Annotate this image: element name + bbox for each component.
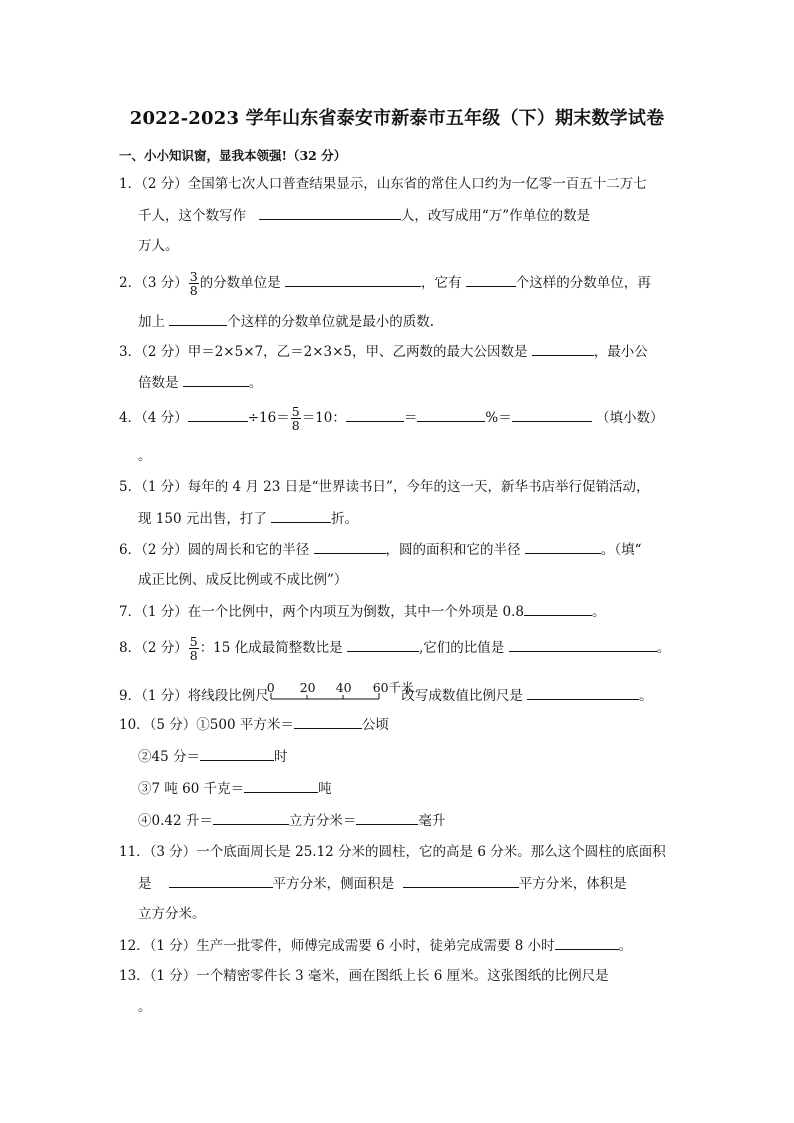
scale-tick-label: 60千米	[372, 680, 414, 695]
scale-tick-label: 20	[299, 680, 316, 695]
answer-blank[interactable]	[347, 637, 419, 652]
question-1-line-1: 1．（2 分）全国第七次人口普查结果显示，山东省的常住人口约为一亿零一百五十二万七	[119, 176, 647, 192]
question-5-line-1: 5．（1 分）每年的 4 月 23 日是“世界读书日”，今年的这一天，新华书店举行促销活动，	[119, 479, 650, 495]
question-4-line-2: 。	[138, 448, 152, 464]
question-2-line-2: 加上 个这样的分数单位就是最小的质数.	[138, 311, 434, 332]
answer-blank[interactable]	[259, 205, 401, 220]
answer-blank[interactable]	[169, 311, 227, 326]
question-5-line-2: 现 150 元出售，打了 折。	[138, 508, 358, 529]
question-12: 12．（1 分）生产一批零件，师傅完成需要 6 小时，徒弟完成需要 8 小时 。	[119, 935, 632, 956]
answer-blank[interactable]	[244, 778, 318, 793]
section-heading: 一、小小知识窗，显我本领强!（32 分）	[119, 148, 347, 163]
answer-blank[interactable]	[285, 272, 421, 287]
fraction: $\frac{3}{8}$	[189, 269, 198, 298]
answer-blank[interactable]	[271, 508, 331, 523]
question-6-line-2: 成正比例、成反比例或不成比例”）	[138, 572, 348, 588]
question-13-line-2: 。	[138, 999, 152, 1015]
answer-blank[interactable]	[527, 685, 639, 700]
scale-tick-label: 40	[335, 680, 352, 695]
question-2-line-1: 2．（3 分） $\frac{3}{8}$ 的分数单位是 ，它有 个这样的分数单位，再	[119, 269, 651, 298]
answer-blank[interactable]	[466, 272, 516, 287]
answer-blank[interactable]	[403, 873, 519, 888]
line-scale-bar	[266, 680, 414, 706]
question-11-line-1: 11．（3 分）一个底面周长是 25.12 分米的圆柱，它的高是 6 分米。那么这个圆柱的底面积	[119, 844, 666, 860]
answer-blank[interactable]	[509, 637, 657, 652]
question-10-part-1: 10．（5 分）①500 平方米＝ 公顷	[119, 714, 389, 735]
question-1-line-2: 千人，这个数写作 人，改写成用“万”作单位的数是	[138, 205, 590, 226]
answer-blank[interactable]	[525, 539, 601, 554]
question-10-part-3: ③7 吨 60 千克＝ 吨	[138, 778, 332, 799]
question-8: 8．（2 分） $\frac{5}{8}$ ：15 化成最简整数比是 ,它们的比值是 。	[119, 634, 671, 663]
answer-blank[interactable]	[532, 341, 594, 356]
answer-blank[interactable]	[213, 810, 289, 825]
fraction: $\frac{5}{8}$	[291, 404, 300, 433]
question-10-part-2: ②45 分＝ 时	[138, 746, 287, 767]
question-3-line-1: 3．（2 分）甲＝2×5×7，乙＝2×3×5，甲、乙两数的最大公因数是 ，最小公	[119, 341, 648, 362]
question-7: 7．（1 分）在一个比例中，两个内项互为倒数，其中一个外项是 0.8 。	[119, 601, 605, 622]
answer-blank[interactable]	[356, 810, 418, 825]
answer-blank[interactable]	[524, 601, 592, 616]
answer-blank[interactable]	[417, 407, 485, 422]
question-4-line-1: 4．（4 分） ÷16＝ $\frac{5}{8}$ ＝10： ＝ %＝ （填小数）	[119, 404, 664, 433]
answer-blank[interactable]	[169, 873, 273, 888]
fraction: $\frac{5}{8}$	[189, 634, 198, 663]
exam-title: 2022-2023 学年山东省泰安市新泰市五年级（下）期末数学试卷	[129, 108, 665, 129]
answer-blank[interactable]	[188, 407, 248, 422]
answer-blank[interactable]	[314, 539, 386, 554]
answer-blank[interactable]	[555, 935, 619, 950]
question-13-line-1: 13．（1 分）一个精密零件长 3 毫米，画在图纸上长 6 厘米。这张图纸的比例尺是	[119, 968, 609, 984]
answer-blank[interactable]	[512, 407, 592, 422]
answer-blank[interactable]	[183, 372, 249, 387]
answer-blank[interactable]	[200, 746, 274, 761]
answer-blank[interactable]	[346, 407, 404, 422]
scale-tick-label: 0	[266, 680, 275, 695]
question-1-line-3: 万人。	[138, 238, 179, 254]
question-6-line-1: 6．（2 分）圆的周长和它的半径 ，圆的面积和它的半径 。（填“	[119, 539, 641, 560]
question-11-line-3: 立方分米。	[138, 906, 206, 922]
answer-blank[interactable]	[294, 714, 362, 729]
question-9: 9．（1 分）将线段比例尺 0 20 40 60千米 改写成数值比例尺是 。	[119, 680, 653, 704]
question-11-line-2: 是 平方分米，侧面积是 平方分米，体积是	[138, 873, 627, 894]
question-10-part-4: ④0.42 升＝ 立方分米＝ 毫升	[138, 810, 445, 831]
question-3-line-2: 倍数是 。	[138, 372, 262, 393]
